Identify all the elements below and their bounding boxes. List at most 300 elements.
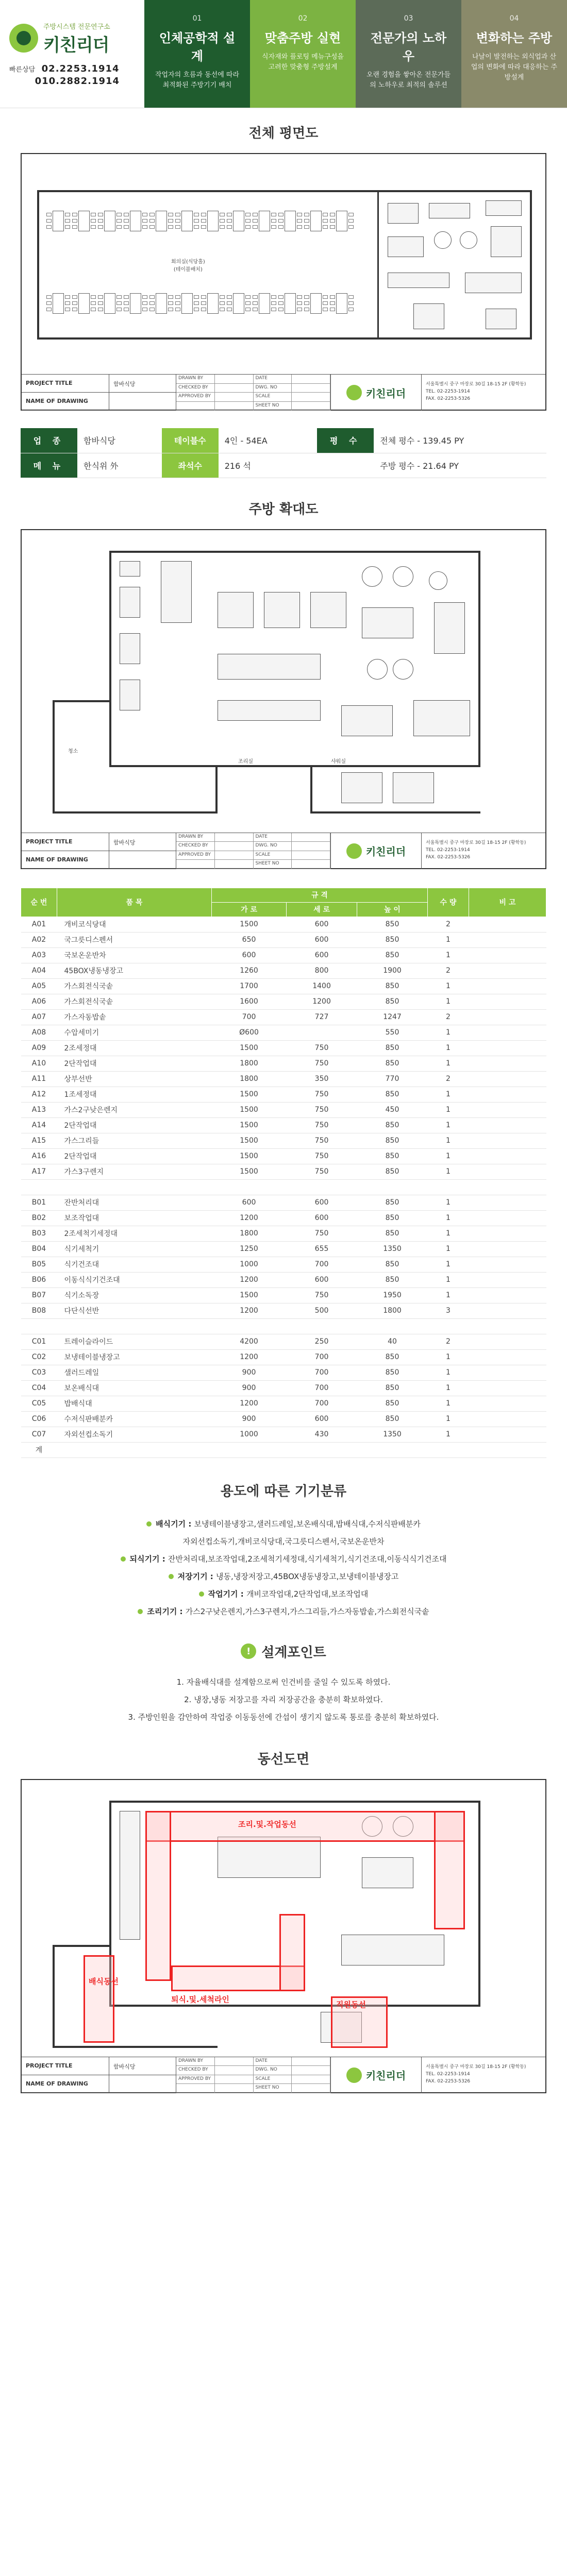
table-cell: 밥배식대 (57, 1396, 212, 1411)
project-title-value: 함바식당 (109, 375, 176, 393)
chair (168, 301, 173, 305)
design-point: 3. 주방인원을 감안하여 작업중 이동동선에 간섭이 생기지 않도록 통로를 충분히 확보하였다. (128, 1712, 439, 1722)
project-title-label: PROJECT TITLE (22, 375, 109, 393)
table-row (21, 1148, 546, 1164)
table-cell: 750 (287, 1056, 357, 1071)
title-block-address: 서울특별시 중구 마장로 30길 18-15 2F (황학동) TEL. 02-2253-1914 FAX. 02-2253-5326 (426, 2064, 526, 2084)
info-value: 4인 - 54EA (219, 428, 318, 453)
table-cell: 1 (428, 1087, 469, 1102)
table-cell: 1200 (287, 994, 357, 1009)
equip-col-dim: 높 이 (357, 902, 428, 917)
table-cell: 가스2구낮은렌지 (57, 1102, 212, 1117)
table (310, 211, 322, 231)
table-cell: 600 (287, 917, 357, 932)
pot (434, 231, 452, 249)
title-block-cell: SCALE (254, 2075, 292, 2084)
table (181, 293, 193, 314)
table-cell: 1200 (212, 1349, 287, 1365)
chair (348, 295, 354, 299)
table-cell: B02 (21, 1210, 57, 1226)
table-cell: A03 (21, 947, 57, 963)
title-block-cell (176, 2084, 215, 2093)
table-cell (469, 1272, 546, 1287)
table-cell: 800 (287, 963, 357, 978)
table-cell (469, 1133, 546, 1148)
info-key: 테이블수 (162, 428, 219, 453)
table-cell: 1 (428, 1241, 469, 1257)
table-cell: 1 (428, 1040, 469, 1056)
chair (245, 213, 251, 216)
table-cell: 식기건조대 (57, 1257, 212, 1272)
chair (348, 225, 354, 229)
contact-phone-1[interactable]: 02.2253.1914 (41, 63, 120, 74)
chair (245, 295, 251, 299)
table-cell: 850 (357, 1087, 428, 1102)
table-cell (287, 1318, 357, 1334)
table-row (21, 1396, 546, 1411)
bullet-icon (199, 1591, 204, 1597)
table (259, 211, 270, 231)
equipment (429, 203, 470, 218)
table-cell (21, 1318, 57, 1334)
table-row (21, 1195, 546, 1210)
chair (168, 225, 173, 229)
table-cell: Ø600 (212, 1025, 287, 1040)
table-cell: 1조세정대 (57, 1087, 212, 1102)
title-block-cell (292, 2084, 330, 2093)
chair (142, 219, 147, 223)
chair (227, 219, 232, 223)
chair (175, 308, 180, 311)
info-value: 216 석 (219, 453, 318, 478)
title-block-cell (215, 2057, 254, 2066)
table-cell: 1200 (212, 1210, 287, 1226)
table-cell (469, 1442, 546, 1458)
table-cell: A16 (21, 1148, 57, 1164)
equipment (341, 1935, 444, 1965)
title-block-cell: DWG. NO (254, 384, 292, 393)
chair (124, 219, 129, 223)
flow-drawing (21, 1779, 546, 2093)
table-row (21, 1117, 546, 1133)
chair (271, 225, 276, 229)
contact-phone-2[interactable]: 010.2882.1914 (35, 75, 120, 87)
table-cell: 1 (428, 1195, 469, 1210)
chair (253, 213, 258, 216)
table-cell: C03 (21, 1365, 57, 1380)
wall (53, 811, 218, 814)
table-cell (469, 1287, 546, 1303)
table-cell: 1 (428, 1411, 469, 1427)
chair (124, 213, 129, 216)
table-cell: A06 (21, 994, 57, 1009)
table-cell: A15 (21, 1133, 57, 1148)
chair (91, 219, 96, 223)
brand-name: 키친리더 (43, 35, 109, 56)
chair (116, 219, 122, 223)
class-key: 조리기기 : (147, 1606, 186, 1616)
table-row (21, 1334, 546, 1349)
table-cell: 450 (357, 1102, 428, 1117)
table-cell: 1600 (212, 994, 287, 1009)
table-cell (469, 1411, 546, 1427)
table-cell: 850 (357, 1365, 428, 1380)
table-cell (469, 963, 546, 978)
chair (253, 295, 258, 299)
table-cell: 잔반처리대 (57, 1195, 212, 1210)
table-cell: 1350 (357, 1241, 428, 1257)
drawing-name-value (109, 851, 176, 869)
table-cell: 700 (212, 1009, 287, 1025)
table-cell: 850 (357, 1349, 428, 1365)
feature-strip (144, 0, 567, 108)
equip-col-qty: 수 량 (428, 888, 469, 917)
chair (220, 295, 225, 299)
table-cell: C01 (21, 1334, 57, 1349)
table (104, 211, 115, 231)
feature-number: 01 (192, 14, 202, 23)
table-cell: 1000 (212, 1427, 287, 1442)
table-cell: 보냉테이블냉장고 (57, 1349, 212, 1365)
title-block-cell: SCALE (254, 393, 292, 402)
table-cell: 850 (357, 1164, 428, 1179)
project-title-value: 함바식당 (109, 2057, 176, 2075)
table-cell: 1 (428, 1164, 469, 1179)
table-cell: C06 (21, 1411, 57, 1427)
chair (253, 308, 258, 311)
table-cell: 1 (428, 994, 469, 1009)
chair (348, 308, 354, 311)
chair (194, 219, 199, 223)
table-cell: A14 (21, 1117, 57, 1133)
table-cell: 자외선컵소독기 (57, 1427, 212, 1442)
pot (393, 659, 413, 680)
chair (323, 219, 328, 223)
table-cell: 가스3구렌지 (57, 1164, 212, 1179)
table-row (21, 963, 546, 978)
table-cell: 550 (357, 1025, 428, 1040)
class-key: 배식기기 : (156, 1519, 194, 1529)
title-block-values (109, 375, 176, 411)
table-cell: 1000 (212, 1257, 287, 1272)
table-cell: 700 (287, 1380, 357, 1396)
table-cell: 850 (357, 1195, 428, 1210)
chair (98, 225, 103, 229)
flow-zone (145, 1811, 171, 1981)
chair (46, 225, 52, 229)
wall (478, 551, 480, 767)
chair (220, 219, 225, 223)
table-cell: A11 (21, 1071, 57, 1087)
table-cell: 1500 (212, 1148, 287, 1164)
table-cell (469, 978, 546, 994)
chair (168, 308, 173, 311)
drawing-name-value (109, 2075, 176, 2093)
chair (72, 225, 77, 229)
chair (330, 301, 335, 305)
chair (65, 301, 70, 305)
info-value: 전체 평수 - 139.45 PY (374, 428, 546, 453)
wall (53, 1945, 111, 1947)
chair (304, 295, 309, 299)
feature-desc: 오랜 경험을 쌓아온 전문가들의 노하우로 최적의 솔루션 (366, 71, 451, 89)
table-cell: A07 (21, 1009, 57, 1025)
chair (149, 301, 155, 305)
table-cell (357, 1318, 428, 1334)
table-cell: 수저식판배분카 (57, 1411, 212, 1427)
table-row (21, 1349, 546, 1365)
table-cell: 가스회전식국솥 (57, 994, 212, 1009)
table-cell: 1 (428, 1349, 469, 1365)
chair (194, 213, 199, 216)
title-block-address: 서울특별시 중구 마장로 30길 18-15 2F (황학동) TEL. 02-2253-1914 FAX. 02-2253-5326 (426, 382, 526, 401)
chair (142, 308, 147, 311)
title-block-cell: DRAWN BY (176, 833, 215, 842)
pot (429, 571, 447, 590)
design-points (21, 1642, 546, 1726)
classification-list (21, 1511, 546, 1624)
table-cell: 상부선반 (57, 1071, 212, 1087)
table-cell: C05 (21, 1396, 57, 1411)
wall (530, 190, 532, 340)
title-block-cell (215, 2075, 254, 2084)
title-block-cell: DATE (254, 2057, 292, 2066)
chair (124, 295, 129, 299)
chair (72, 219, 77, 223)
title-block-cell (292, 375, 330, 384)
logo-icon (346, 385, 362, 400)
feature-title: 맞춤주방 실현 (264, 31, 341, 45)
chair (278, 295, 284, 299)
chair (271, 308, 276, 311)
flow-label: 직원동선 (336, 1999, 366, 2009)
table-cell: 1 (428, 1148, 469, 1164)
table-cell: 이동식식기건조대 (57, 1272, 212, 1287)
chair (46, 301, 52, 305)
table-cell (469, 994, 546, 1009)
chair (91, 225, 96, 229)
table-cell: 1200 (212, 1396, 287, 1411)
table-cell: 1800 (212, 1056, 287, 1071)
chair (227, 301, 232, 305)
equipment (388, 273, 449, 288)
chair (245, 301, 251, 305)
table-cell: 1700 (212, 978, 287, 994)
chair (168, 219, 173, 223)
table-cell: 1200 (212, 1303, 287, 1318)
table-cell (469, 1380, 546, 1396)
equipment (413, 303, 444, 329)
chair (323, 213, 328, 216)
table-cell: 45BOX냉동냉장고 (57, 963, 212, 978)
chair (201, 301, 206, 305)
title-block-cell (215, 851, 254, 860)
equipment (491, 226, 522, 257)
table-cell: 650 (212, 932, 287, 947)
class-value: 개비코작업대,2단작업대,보조작업대 (246, 1589, 369, 1599)
chair (253, 301, 258, 305)
feature-number: 02 (298, 14, 308, 23)
table-cell: A13 (21, 1102, 57, 1117)
table-cell: 750 (287, 1226, 357, 1241)
flow-zone (279, 1914, 305, 1991)
table (310, 293, 322, 314)
class-key: 작업기기 : (208, 1589, 246, 1599)
title-block-cell (292, 842, 330, 851)
equipment (120, 1811, 140, 1940)
flow-zone (84, 1955, 114, 2043)
chair (220, 301, 225, 305)
table-cell (469, 1365, 546, 1380)
table-cell: 700 (287, 1396, 357, 1411)
table (285, 293, 296, 314)
table-cell: 1 (428, 1396, 469, 1411)
info-key: 평 수 (317, 428, 374, 453)
title-block-cell (215, 842, 254, 851)
table-cell: C04 (21, 1380, 57, 1396)
chair (271, 295, 276, 299)
brand-box (0, 0, 144, 108)
table-cell: B06 (21, 1272, 57, 1287)
project-title-label: PROJECT TITLE (22, 2057, 109, 2075)
table-cell (469, 1025, 546, 1040)
table (207, 293, 219, 314)
title-block-grid (176, 2057, 331, 2093)
feature-desc: 나날이 발전하는 외식업과 산업의 변화에 따라 대응하는 주방설계 (471, 53, 558, 81)
table-cell: 1 (428, 1133, 469, 1148)
table-cell: 850 (357, 947, 428, 963)
table-cell: 850 (357, 994, 428, 1009)
table-cell: B05 (21, 1257, 57, 1272)
chair (278, 225, 284, 229)
table-cell: 350 (287, 1071, 357, 1087)
title-block-address: 서울특별시 중구 마장로 30길 18-15 2F (황학동) TEL. 02-2253-1914 FAX. 02-2253-5326 (426, 840, 526, 860)
table-cell: 1500 (212, 1087, 287, 1102)
table-cell: 700 (287, 1365, 357, 1380)
table-cell: B04 (21, 1241, 57, 1257)
table-cell: 1 (428, 978, 469, 994)
table-cell: 600 (287, 947, 357, 963)
chair (227, 295, 232, 299)
chair (245, 219, 251, 223)
chair (330, 308, 335, 311)
table-row (21, 1303, 546, 1318)
table-cell: 가스그리들 (57, 1133, 212, 1148)
project-info-table (21, 428, 546, 478)
table (233, 293, 244, 314)
brand-subtitle: 주방시스템 전문연구소 (43, 23, 110, 31)
table-cell: 1 (428, 1117, 469, 1133)
wall (310, 811, 480, 814)
table (207, 211, 219, 231)
bullet-icon (146, 1521, 152, 1527)
chair (91, 301, 96, 305)
flow-zone (145, 1811, 465, 1842)
table-cell (469, 1040, 546, 1056)
table-cell (469, 1210, 546, 1226)
chair (194, 308, 199, 311)
wall (53, 700, 111, 702)
table-cell (469, 1303, 546, 1318)
title-block-cell: DRAWN BY (176, 375, 215, 384)
table-cell: 식기소독장 (57, 1287, 212, 1303)
table-cell: 600 (287, 1411, 357, 1427)
classification-title: 용도에 따른 기기분류 (220, 1483, 347, 1499)
feature-desc: 식자재와 플로팅 메뉴구성을 고려한 맞춤형 주방설계 (262, 53, 344, 71)
table-cell: 가스회전식국솥 (57, 978, 212, 994)
table (336, 211, 347, 231)
chair (91, 213, 96, 216)
drawing-name-label: NAME OF DRAWING (22, 2075, 109, 2093)
wall (37, 190, 532, 192)
title-block-cell (215, 384, 254, 393)
table-cell: 1 (428, 1380, 469, 1396)
contact-info (9, 63, 135, 88)
title-block-cell (215, 833, 254, 842)
table-cell: 식기세척기 (57, 1241, 212, 1257)
table-cell: 900 (212, 1411, 287, 1427)
table-cell: 750 (287, 1133, 357, 1148)
chair (124, 308, 129, 311)
table-cell: 보조작업대 (57, 1210, 212, 1226)
chair (65, 213, 70, 216)
equip-col-no: 순 번 (21, 888, 57, 917)
table-cell: 국그릇디스펜서 (57, 932, 212, 947)
table-row (21, 1087, 546, 1102)
table-cell: A09 (21, 1040, 57, 1056)
room-label: 청소 (68, 748, 78, 754)
table-cell: 770 (357, 1071, 428, 1087)
feature-number: 03 (404, 14, 413, 23)
chair (149, 213, 155, 216)
table-row (21, 1427, 546, 1442)
table-cell: 4200 (212, 1334, 287, 1349)
table-cell: 850 (357, 1148, 428, 1164)
title-block-cell (292, 833, 330, 842)
chair (348, 213, 354, 216)
table-cell: 보온배식대 (57, 1380, 212, 1396)
plan2-title: 주방 확대도 (248, 501, 319, 517)
chair (304, 219, 309, 223)
chair (46, 295, 52, 299)
chair (194, 295, 199, 299)
table-cell: 1 (428, 1287, 469, 1303)
title-block-cell: APPROVED BY (176, 2075, 215, 2084)
feature-4 (461, 0, 567, 108)
table-cell: 850 (357, 1257, 428, 1272)
title-block-grid (176, 375, 331, 411)
chair (271, 213, 276, 216)
flow-zone (434, 1811, 465, 1929)
table-cell: 1800 (212, 1071, 287, 1087)
table-cell: 1950 (357, 1287, 428, 1303)
chair (142, 295, 147, 299)
chair (175, 213, 180, 216)
pot (367, 659, 388, 680)
header (0, 0, 567, 108)
table-cell: 600 (212, 947, 287, 963)
chair (72, 213, 77, 216)
chair (175, 225, 180, 229)
bullet-icon (138, 1609, 143, 1614)
table-cell (469, 1349, 546, 1365)
table-cell: 600 (287, 1210, 357, 1226)
title-block-values (109, 833, 176, 869)
table (233, 211, 244, 231)
wall (109, 765, 480, 767)
table (156, 293, 167, 314)
chair (124, 301, 129, 305)
